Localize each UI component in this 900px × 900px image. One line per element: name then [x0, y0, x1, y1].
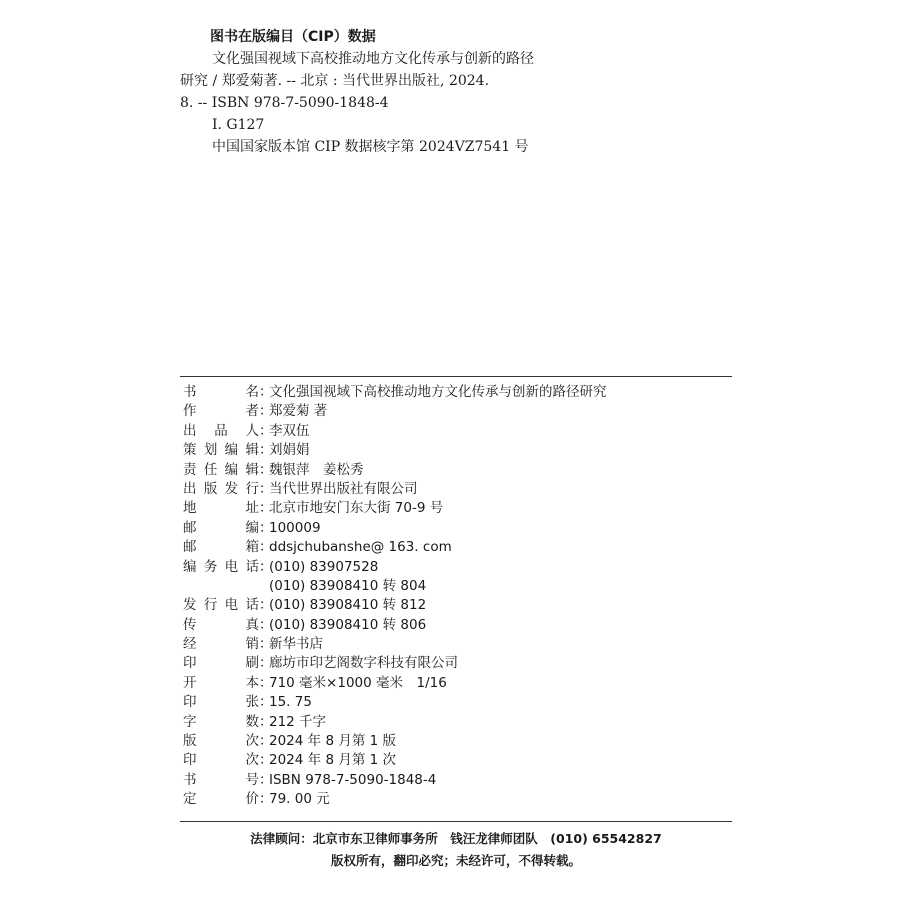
info-colon: ：: [259, 636, 273, 653]
info-value: ddsjchubanshe@ 163. com: [269, 539, 452, 556]
info-row: [183, 713, 731, 732]
info-colon: ：: [259, 442, 273, 459]
info-label: 责任编辑: [183, 461, 259, 478]
info-colon: ：: [259, 384, 273, 400]
info-value: (010) 83908410 转 806: [269, 616, 427, 633]
info-value: 郑爱菊 著: [269, 403, 328, 420]
info-row: [183, 441, 731, 460]
info-label: 邮 箱: [183, 539, 259, 556]
info-value: 李双伍: [269, 422, 310, 439]
info-colon: ：: [259, 480, 273, 497]
info-label: 出版发行: [183, 480, 259, 497]
info-label: 作 者: [183, 403, 259, 420]
info-label: 开 本: [183, 674, 259, 691]
info-label: 发行电话: [183, 597, 259, 614]
top-divider: [180, 376, 732, 377]
info-value: (010) 83907528: [269, 558, 379, 575]
info-value: (010) 83908410 转 804: [269, 577, 427, 594]
cip-block: [180, 26, 740, 158]
cip-line-2: 研究 / 郑爱菊著. -- 北京 : 当代世界出版社, 2024.: [180, 73, 490, 89]
info-row: [183, 480, 731, 499]
info-row: [183, 751, 731, 770]
info-colon: ：: [259, 500, 273, 517]
info-label: 印 次: [183, 752, 259, 769]
info-row: [183, 577, 731, 596]
info-colon: ：: [259, 694, 273, 711]
info-row: [183, 635, 731, 654]
info-row: [183, 383, 731, 402]
info-colon: ：: [259, 597, 273, 614]
info-row: [183, 732, 731, 751]
info-row: [183, 596, 731, 615]
info-row: [183, 519, 731, 538]
info-row: [183, 771, 731, 790]
info-colon: ：: [259, 752, 273, 769]
info-row: [183, 693, 731, 712]
info-label: 出 品 人: [183, 422, 259, 439]
info-label: 传 真: [183, 616, 259, 633]
info-value: 刘娟娟: [269, 442, 310, 459]
cip-line-4: Ⅰ. G127: [212, 117, 265, 133]
copyright-notice: 版权所有，翻印必究；未经许可，不得转载。: [330, 853, 581, 868]
info-value: 100009: [269, 519, 321, 536]
info-colon: ：: [259, 519, 273, 536]
info-label: 书 号: [183, 771, 259, 788]
info-label: 地 址: [183, 500, 259, 517]
bottom-divider: [180, 821, 732, 822]
info-value: 新华书店: [269, 636, 323, 653]
info-value: ISBN 978-7-5090-1848-4: [269, 771, 437, 788]
info-label: 邮 编: [183, 519, 259, 536]
info-value: 北京市地安门东大街 70-9 号: [269, 500, 444, 517]
info-value: 当代世界出版社有限公司: [269, 480, 418, 497]
info-colon: ：: [259, 733, 273, 750]
info-colon: ：: [259, 655, 273, 672]
info-label: 印 张: [183, 694, 259, 711]
info-value: (010) 83908410 转 812: [269, 597, 427, 614]
info-value: 廊坊市印艺阁数字科技有限公司: [269, 655, 458, 672]
info-label: 书 名: [183, 384, 259, 400]
info-value: 文化强国视域下高校推动地方文化传承与创新的路径研究: [269, 384, 607, 400]
info-value: 15. 75: [269, 694, 312, 711]
info-colon: ：: [259, 539, 273, 556]
info-row: [183, 558, 731, 577]
info-row: [183, 790, 731, 809]
info-label: 版 次: [183, 733, 259, 750]
info-row: [183, 538, 731, 557]
info-colon: ：: [259, 791, 273, 808]
legal-counsel: 法律顾问：北京市东卫律师事务所 钱汪龙律师团队 (010) 65542827: [250, 831, 662, 846]
info-row: [183, 674, 731, 693]
info-value: 2024 年 8 月第 1 次: [269, 752, 396, 769]
legal-notice: [180, 828, 732, 872]
info-label: 印 刷: [183, 655, 259, 672]
info-value: 2024 年 8 月第 1 版: [269, 733, 396, 750]
info-value: 魏银萍 姜松秀: [269, 461, 364, 478]
info-colon: ：: [259, 674, 273, 691]
info-colon: ：: [259, 558, 273, 575]
info-value: 710 毫米×1000 毫米 1/16: [269, 674, 447, 691]
info-colon: [259, 577, 269, 596]
cip-line-5: 中国国家版本馆 CIP 数据核字第 2024VZ7541 号: [212, 139, 529, 155]
info-colon: ：: [259, 616, 273, 633]
info-value: 212 千字: [269, 713, 327, 730]
publication-info-table: [183, 383, 731, 810]
cip-line-3: 8. -- ISBN 978-7-5090-1848-4: [180, 95, 389, 111]
info-row: [183, 616, 731, 635]
info-row: [183, 461, 731, 480]
info-label: 定 价: [183, 791, 259, 808]
info-value: 79. 00 元: [269, 791, 330, 808]
info-row: [183, 402, 731, 421]
info-label: 经 销: [183, 636, 259, 653]
info-colon: ：: [259, 461, 273, 478]
info-colon: ：: [259, 713, 273, 730]
info-label: 编务电话: [183, 558, 259, 575]
info-colon: ：: [259, 771, 273, 788]
cip-title: 图书在版编目（CIP）数据: [210, 29, 376, 45]
cip-line-1: 文化强国视域下高校推动地方文化传承与创新的路径: [212, 51, 534, 67]
info-colon: ：: [259, 403, 273, 420]
info-row: [183, 654, 731, 673]
info-row: [183, 499, 731, 518]
info-label: [183, 577, 259, 596]
info-colon: ：: [259, 422, 273, 439]
info-row: [183, 422, 731, 441]
info-label: 字 数: [183, 713, 259, 730]
info-label: 策划编辑: [183, 442, 259, 459]
